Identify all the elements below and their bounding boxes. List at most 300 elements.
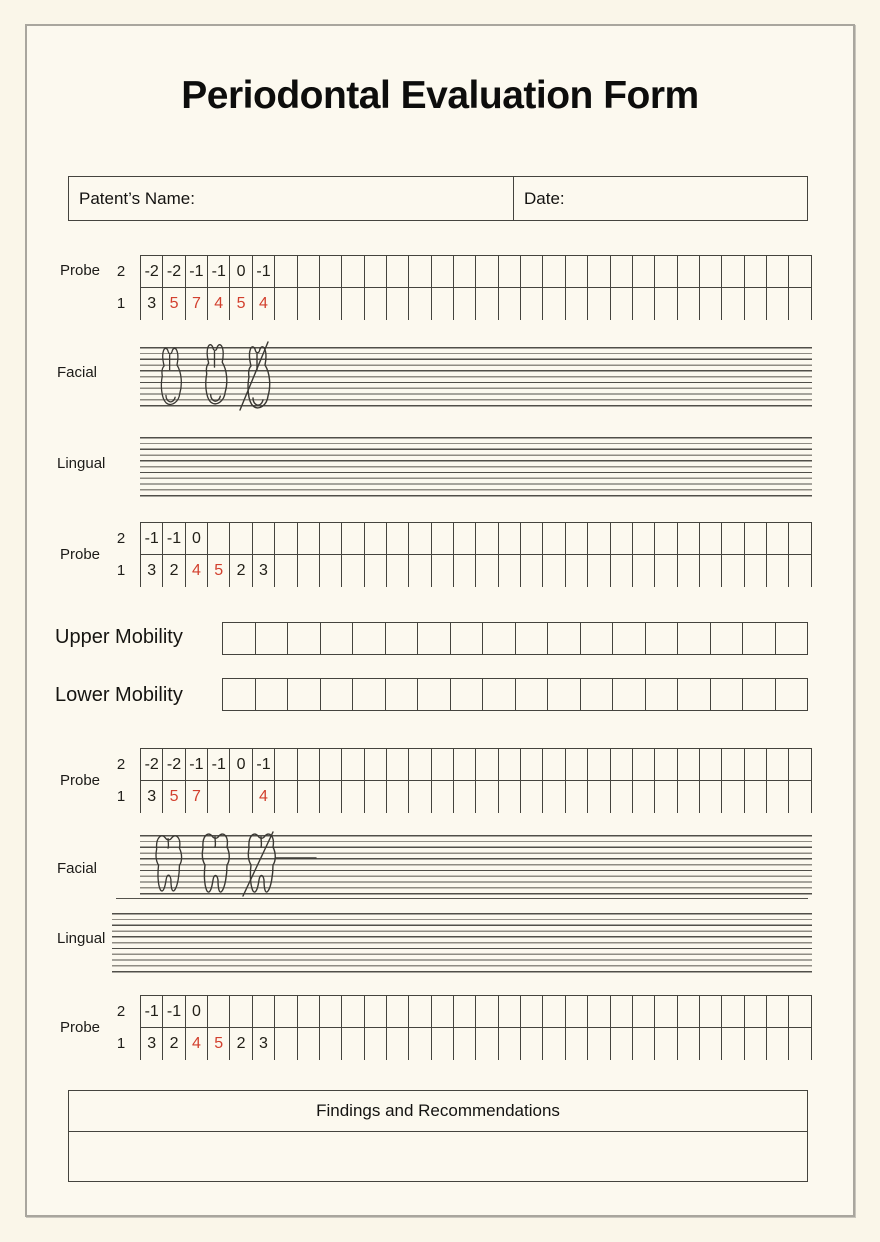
probe-cell[interactable] [454,781,476,813]
lower-mobility-cell[interactable] [451,679,484,710]
probe-cell[interactable]: -2 [163,256,185,287]
probe-cell[interactable] [342,749,364,780]
upper-mobility-label: Upper Mobility [55,626,183,648]
probe-cell[interactable] [298,288,320,320]
upper-mobility-cell[interactable] [646,623,679,654]
probe-cell[interactable] [476,288,498,320]
probe-cell[interactable]: -1 [208,256,230,287]
probe-cell[interactable]: 3 [253,555,275,587]
probe-cell[interactable] [320,1028,342,1060]
probe-cell[interactable] [789,555,811,587]
probe-cell[interactable] [521,996,543,1027]
probe-cell[interactable] [722,781,744,813]
probe-cell[interactable] [275,1028,297,1060]
probe-cell[interactable]: 5 [230,288,252,320]
probe-cell[interactable] [655,523,677,554]
probe-cell[interactable] [275,288,297,320]
probe-cell[interactable] [678,523,700,554]
facial-label: Facial [57,364,98,381]
probe-cell[interactable] [409,1028,431,1060]
probe-cell[interactable] [298,1028,320,1060]
probe-cell[interactable]: 2 [163,1028,185,1060]
upper-mobility-cell[interactable] [451,623,484,654]
probe-cell[interactable] [499,749,521,780]
probe-cell[interactable]: -2 [163,749,185,780]
probe-row-1 [141,1028,812,1060]
probe-cell[interactable] [499,781,521,813]
probe-cell[interactable] [521,288,543,320]
probe-cell[interactable] [611,555,633,587]
probe-cell[interactable] [767,1028,789,1060]
probe-cell[interactable] [745,1028,767,1060]
probe-cell[interactable] [611,749,633,780]
lower-mobility-cell[interactable] [581,679,614,710]
probe-cell[interactable] [275,256,297,287]
probe-cell[interactable] [387,996,409,1027]
upper-mobility-cell[interactable] [581,623,614,654]
probe-cell[interactable] [700,781,722,813]
upper-mobility-cell[interactable] [256,623,289,654]
probe-cell[interactable] [499,288,521,320]
probe-cell[interactable] [700,996,722,1027]
probe-cell[interactable] [543,1028,565,1060]
probe-cell[interactable] [767,555,789,587]
probe-cell[interactable] [767,996,789,1027]
probe-cell[interactable] [722,555,744,587]
probe-cell[interactable] [566,781,588,813]
probe-cell[interactable] [521,523,543,554]
probe-cell[interactable] [342,523,364,554]
probe-cell[interactable] [745,996,767,1027]
lower-mobility-label: Lower Mobility [55,684,183,706]
probe-cell[interactable] [253,523,275,554]
probe-cell[interactable]: 7 [186,288,208,320]
upper-mobility-cell[interactable] [516,623,549,654]
upper-mobility-cell[interactable] [321,623,354,654]
probe-cell[interactable] [432,523,454,554]
probe-cell[interactable] [566,1028,588,1060]
probe-cell[interactable] [655,781,677,813]
probe-cell[interactable] [700,288,722,320]
probe-cell[interactable] [409,555,431,587]
lower-mobility-cell[interactable] [548,679,581,710]
lingual-chart-area-upper[interactable] [140,437,812,499]
lower-mobility-cell[interactable] [418,679,451,710]
probe-cell[interactable] [745,288,767,320]
probe-cell[interactable] [275,996,297,1027]
probe-cell[interactable] [745,555,767,587]
probe-cell[interactable] [633,288,655,320]
probe-cell[interactable] [700,555,722,587]
probe-cell[interactable] [745,749,767,780]
probe-cell[interactable]: -1 [141,996,163,1027]
probe-cell[interactable] [342,996,364,1027]
probe-cell[interactable] [678,256,700,287]
upper-mobility-cell[interactable] [678,623,711,654]
probe-cell[interactable] [454,523,476,554]
probe-cell[interactable] [432,749,454,780]
probe-cell[interactable] [342,1028,364,1060]
probe-cell[interactable] [655,996,677,1027]
probe-section-lower-lingual [0,995,880,1061]
probe-cell[interactable]: 2 [230,1028,252,1060]
probe-cell[interactable]: 5 [208,1028,230,1060]
lower-mobility-cell[interactable] [776,679,808,710]
probe-cell[interactable] [543,781,565,813]
probe-cell[interactable] [655,555,677,587]
probe-cell[interactable] [499,256,521,287]
probe-cell[interactable] [298,256,320,287]
probe-cell[interactable] [633,781,655,813]
probe-cell[interactable] [745,523,767,554]
probe-cell[interactable] [432,288,454,320]
probe-cell[interactable] [566,288,588,320]
probe-cell[interactable] [678,1028,700,1060]
probe-cell[interactable] [320,555,342,587]
probe-cell[interactable] [387,256,409,287]
probe-cell[interactable] [611,996,633,1027]
lower-mobility-cell[interactable] [321,679,354,710]
patient-name-field[interactable] [69,177,514,220]
probe-cell[interactable] [655,749,677,780]
probe-cell[interactable]: 3 [253,1028,275,1060]
probe-cell[interactable] [521,781,543,813]
probe-cell[interactable] [767,749,789,780]
probe-cell[interactable]: -1 [186,256,208,287]
upper-mobility-cell[interactable] [353,623,386,654]
upper-mobility-cell[interactable] [288,623,321,654]
upper-mobility-cell[interactable] [483,623,516,654]
probe-cell[interactable] [320,781,342,813]
probe-cell[interactable] [275,555,297,587]
lower-mobility-cell[interactable] [613,679,646,710]
probe-cell[interactable] [320,523,342,554]
probe-cell[interactable] [432,256,454,287]
date-label: Date: [524,188,565,208]
probe-cell[interactable] [700,523,722,554]
probe-cell[interactable] [476,1028,498,1060]
probe-cell[interactable] [543,288,565,320]
probe-cell[interactable] [320,256,342,287]
probe-cell[interactable] [543,996,565,1027]
probe-cell[interactable] [543,256,565,287]
probe-cell[interactable]: -1 [186,749,208,780]
findings-input-area[interactable] [69,1132,807,1181]
upper-mobility-cell[interactable] [743,623,776,654]
probe-cell[interactable] [566,256,588,287]
lower-mobility-cell[interactable] [743,679,776,710]
probe-cell[interactable] [230,523,252,554]
probe-cell[interactable]: 4 [186,1028,208,1060]
probe-cell[interactable] [678,555,700,587]
probe-cell[interactable] [409,996,431,1027]
probe-cell[interactable]: 5 [163,781,185,813]
probe-cell[interactable] [678,749,700,780]
probe-cell[interactable] [745,256,767,287]
probe-cell[interactable] [588,256,610,287]
probe-cell[interactable] [409,256,431,287]
probe-cell[interactable]: 0 [186,996,208,1027]
probe-cell[interactable] [789,1028,811,1060]
probe-cell[interactable]: -1 [253,749,275,780]
upper-mobility-cell[interactable] [223,623,256,654]
probe-cell[interactable] [521,749,543,780]
probe-cell[interactable] [789,523,811,554]
probe-row1-label: 1 [116,561,126,579]
probe-cell[interactable] [678,996,700,1027]
probe-label: Probe [60,772,101,789]
probe-cell[interactable] [611,256,633,287]
probe-cell[interactable] [722,1028,744,1060]
probe-cell[interactable] [454,1028,476,1060]
probe-cell[interactable] [476,749,498,780]
probe-cell[interactable] [342,555,364,587]
probe-cell[interactable] [588,1028,610,1060]
probe-cell[interactable] [588,996,610,1027]
teeth-sketch-upper [146,336,286,414]
findings-header: Findings and Recommendations [69,1091,807,1132]
probe-cell[interactable] [789,996,811,1027]
probe-cell[interactable] [365,523,387,554]
lower-mobility-cell[interactable] [678,679,711,710]
probe-cell[interactable] [387,555,409,587]
probe-cell[interactable]: -1 [253,256,275,287]
probe-cell[interactable] [655,256,677,287]
probe-cell[interactable] [789,288,811,320]
probe-cell[interactable] [521,1028,543,1060]
probe-cell[interactable]: -1 [141,523,163,554]
probe-cell[interactable] [588,555,610,587]
probe-cell[interactable] [678,288,700,320]
probe-cell[interactable]: 4 [253,288,275,320]
probe-cell[interactable] [365,749,387,780]
probe-cell[interactable] [342,288,364,320]
probe-cell[interactable] [387,1028,409,1060]
probe-cell[interactable] [476,781,498,813]
probe-cell[interactable] [342,781,364,813]
probe-cell[interactable] [476,555,498,587]
probe-cell[interactable] [298,996,320,1027]
probe-cell[interactable] [655,288,677,320]
probe-cell[interactable] [655,1028,677,1060]
upper-mobility-cell[interactable] [386,623,419,654]
probe-cell[interactable]: 2 [163,555,185,587]
probe-cell[interactable]: 7 [186,781,208,813]
upper-mobility-cell[interactable] [613,623,646,654]
lower-mobility-cell[interactable] [483,679,516,710]
probe-cell[interactable] [298,555,320,587]
probe-cell[interactable] [521,555,543,587]
probe-cell[interactable] [633,996,655,1027]
probe-cell[interactable] [745,781,767,813]
probe-cell[interactable] [476,256,498,287]
probe-section-upper-facial [0,255,880,321]
probe-cell[interactable]: 3 [141,555,163,587]
probe-cell[interactable] [633,555,655,587]
probe-cell[interactable] [387,749,409,780]
probe-cell[interactable] [789,256,811,287]
probe-cell[interactable]: -2 [141,749,163,780]
probe-cell[interactable] [588,781,610,813]
probe-cell[interactable] [432,781,454,813]
probe-cell[interactable] [432,1028,454,1060]
probe-cell[interactable] [588,523,610,554]
probe-cell[interactable] [454,555,476,587]
teeth-sketch-lower [144,828,319,900]
probe-cell[interactable] [454,256,476,287]
probe-cell[interactable] [633,749,655,780]
probe-cell[interactable] [409,781,431,813]
probe-cell[interactable] [432,996,454,1027]
probe-cell[interactable] [611,523,633,554]
probe-cell[interactable] [230,781,252,813]
probe-cell[interactable] [633,523,655,554]
probe-cell[interactable] [454,749,476,780]
probe-cell[interactable] [499,1028,521,1060]
lingual-chart-area-lower[interactable] [112,913,812,975]
upper-mobility-cell[interactable] [776,623,808,654]
probe-cell[interactable] [298,523,320,554]
probe-cell[interactable] [566,555,588,587]
date-field[interactable] [514,177,807,220]
probe-cell[interactable] [588,288,610,320]
probe-cell[interactable] [633,256,655,287]
probe-cell[interactable]: -2 [141,256,163,287]
probe-cell[interactable] [543,555,565,587]
probe-cell[interactable]: -1 [208,749,230,780]
probe-cell[interactable] [208,996,230,1027]
probe-cell[interactable] [767,288,789,320]
probe-cell[interactable] [767,781,789,813]
probe-cell[interactable]: 2 [230,555,252,587]
probe-cell[interactable] [432,555,454,587]
probe-cell[interactable] [789,781,811,813]
probe-cell[interactable] [789,749,811,780]
lower-mobility-cell[interactable] [711,679,744,710]
probe-cell[interactable] [722,749,744,780]
probe-grid [140,995,812,1060]
probe-cell[interactable]: 4 [208,288,230,320]
lower-mobility-cell[interactable] [386,679,419,710]
probe-cell[interactable] [365,996,387,1027]
probe-cell[interactable] [298,749,320,780]
probe-cell[interactable] [543,523,565,554]
probe-cell[interactable] [722,256,744,287]
probe-cell[interactable]: 0 [230,749,252,780]
probe-cell[interactable] [566,523,588,554]
probe-cell[interactable] [722,523,744,554]
probe-cell[interactable] [611,1028,633,1060]
lower-mobility-cell[interactable] [516,679,549,710]
probe-cell[interactable]: 0 [230,256,252,287]
upper-mobility-cell[interactable] [711,623,744,654]
probe-cell[interactable] [298,781,320,813]
probe-cell[interactable] [566,749,588,780]
probe-cell[interactable]: 5 [163,288,185,320]
probe-cell[interactable] [611,781,633,813]
probe-cell[interactable] [633,1028,655,1060]
probe-cell[interactable] [722,996,744,1027]
probe-cell[interactable] [499,523,521,554]
probe-cell[interactable] [320,996,342,1027]
probe-cell[interactable]: 0 [186,523,208,554]
probe-cell[interactable] [365,256,387,287]
probe-cell[interactable] [767,256,789,287]
probe-cell[interactable] [409,523,431,554]
probe-cell[interactable] [543,749,565,780]
probe-cell[interactable] [476,523,498,554]
probe-cell[interactable]: 4 [186,555,208,587]
probe-cell[interactable] [499,555,521,587]
upper-mobility-cell[interactable] [418,623,451,654]
probe-cell[interactable] [700,256,722,287]
probe-cell[interactable]: 5 [208,555,230,587]
upper-mobility-cell[interactable] [548,623,581,654]
lower-mobility-cell[interactable] [646,679,679,710]
probe-cell[interactable] [678,781,700,813]
probe-cell[interactable] [387,523,409,554]
probe-cell[interactable] [275,781,297,813]
probe-cell[interactable] [700,1028,722,1060]
probe-cell[interactable] [320,749,342,780]
probe-row1-label: 1 [116,787,126,805]
probe-cell[interactable] [767,523,789,554]
probe-cell[interactable] [253,996,275,1027]
probe-section-lower-facial [0,748,880,814]
probe-cell[interactable] [275,749,297,780]
probe-cell[interactable] [230,996,252,1027]
probe-cell[interactable] [342,256,364,287]
probe-cell[interactable] [365,781,387,813]
probe-cell[interactable] [387,288,409,320]
probe-cell[interactable] [409,749,431,780]
probe-row-1 [141,555,812,587]
probe-cell[interactable] [566,996,588,1027]
probe-cell[interactable]: 3 [141,781,163,813]
probe-cell[interactable] [208,523,230,554]
probe-cell[interactable] [387,781,409,813]
probe-row2-label: 2 [116,755,126,773]
probe-cell[interactable] [208,781,230,813]
probe-cell[interactable] [521,256,543,287]
probe-cell[interactable]: 3 [141,288,163,320]
probe-cell[interactable] [275,523,297,554]
lower-mobility-cell[interactable] [256,679,289,710]
probe-cell[interactable] [499,996,521,1027]
ruled-line [116,898,808,899]
probe-cell[interactable] [722,288,744,320]
probe-cell[interactable]: 3 [141,1028,163,1060]
probe-cell[interactable] [454,996,476,1027]
probe-cell[interactable]: 4 [253,781,275,813]
probe-cell[interactable] [365,288,387,320]
probe-cell[interactable] [588,749,610,780]
probe-cell[interactable] [365,1028,387,1060]
lower-mobility-cell[interactable] [353,679,386,710]
probe-section-upper-lingual [0,522,880,588]
probe-cell[interactable] [365,555,387,587]
probe-cell[interactable] [320,288,342,320]
probe-cell[interactable]: -1 [163,523,185,554]
probe-cell[interactable] [454,288,476,320]
probe-cell[interactable] [700,749,722,780]
probe-cell[interactable] [409,288,431,320]
lower-mobility-cell[interactable] [288,679,321,710]
probe-cell[interactable] [611,288,633,320]
lower-mobility-cell[interactable] [223,679,256,710]
probe-cell[interactable]: -1 [163,996,185,1027]
probe-cell[interactable] [476,996,498,1027]
